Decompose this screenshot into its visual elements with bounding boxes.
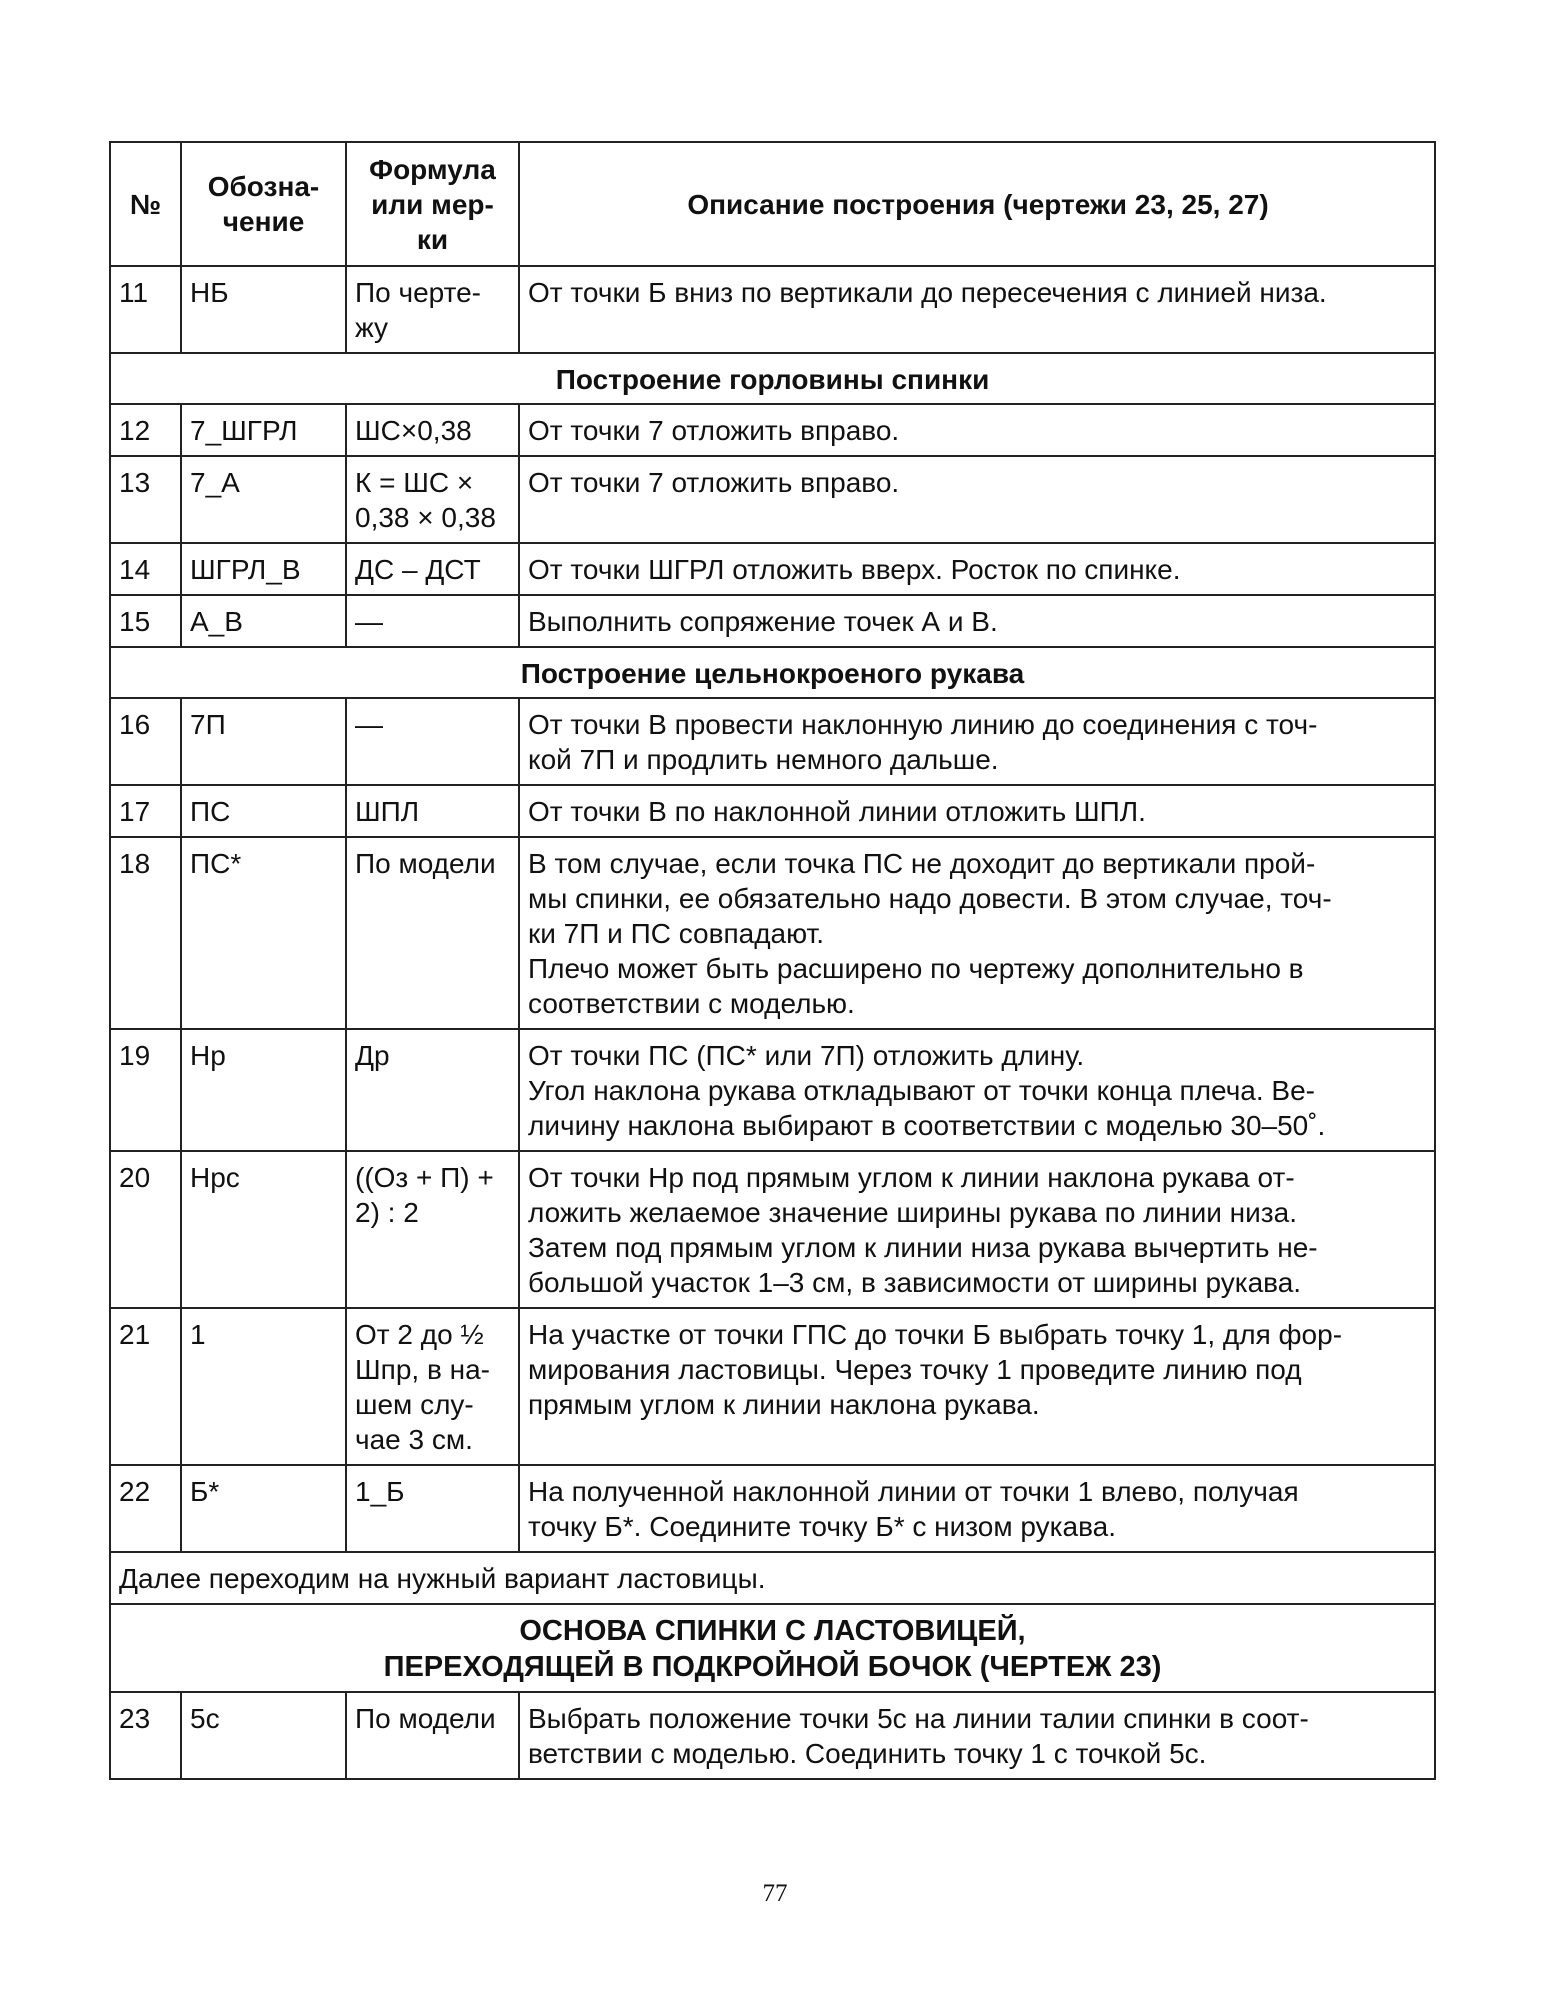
row-designation: 5с xyxy=(181,1692,346,1779)
row-formula: — xyxy=(346,698,519,785)
table-row xyxy=(110,1029,1435,1151)
row-formula: 1_Б xyxy=(346,1465,519,1552)
row-number: 18 xyxy=(110,837,181,1029)
row-description: Выполнить сопряжение точек А и В. xyxy=(519,595,1435,647)
table-row xyxy=(110,456,1435,543)
table-row xyxy=(110,1151,1435,1308)
row-number: 16 xyxy=(110,698,181,785)
table-row xyxy=(110,837,1435,1029)
table-row xyxy=(110,698,1435,785)
row-designation: НБ xyxy=(181,266,346,353)
table-row xyxy=(110,1465,1435,1552)
row-description: От точки Нр под прямым углом к линии наклона рукава от- ложить желаемое значение ширины рукава по линии низа. Затем под прямым углом к линии низа рукава вычертить не- большой участок 1–3 см, в зависимости от ширины рукава. xyxy=(519,1151,1435,1308)
row-description: От точки ШГРЛ отложить вверх. Росток по спинке. xyxy=(519,543,1435,595)
table-row xyxy=(110,785,1435,837)
row-description: От точки ПС (ПС* или 7П) отложить длину. Угол наклона рукава откладывают от точки конца плеча. Ве- личину наклона выбирают в соответствии с моделью 30–50˚. xyxy=(519,1029,1435,1151)
section-row xyxy=(110,353,1435,404)
row-number: 15 xyxy=(110,595,181,647)
row-formula: ((Оз + П) + 2) : 2 xyxy=(346,1151,519,1308)
row-number: 11 xyxy=(110,266,181,353)
row-designation: 7П xyxy=(181,698,346,785)
table-row xyxy=(110,404,1435,456)
section-title: ОСНОВА СПИНКИ С ЛАСТОВИЦЕЙ, ПЕРЕХОДЯЩЕЙ В ПОДКРОЙНОЙ БОЧОК (ЧЕРТЕЖ 23) xyxy=(110,1604,1435,1692)
row-designation: Нр xyxy=(181,1029,346,1151)
row-number: 13 xyxy=(110,456,181,543)
row-description: В том случае, если точка ПС не доходит до вертикали прой- мы спинки, ее обязательно надо довести. В этом случае, точ- ки 7П и ПС совпадают. Плечо может быть расширено по чертежу дополнительно в соответствии с моделью. xyxy=(519,837,1435,1029)
note-text: Далее переходим на нужный вариант ластовицы. xyxy=(110,1552,1435,1604)
table-row xyxy=(110,1308,1435,1465)
section-row xyxy=(110,647,1435,698)
row-number: 19 xyxy=(110,1029,181,1151)
row-designation: ПС xyxy=(181,785,346,837)
table-row xyxy=(110,1692,1435,1779)
note-row xyxy=(110,1552,1435,1604)
row-formula: ШПЛ xyxy=(346,785,519,837)
row-formula: К = ШС × 0,38 × 0,38 xyxy=(346,456,519,543)
row-description: От точки Б вниз по вертикали до пересечения с линией низа. xyxy=(519,266,1435,353)
row-description: От точки В по наклонной линии отложить ШПЛ. xyxy=(519,785,1435,837)
row-number: 22 xyxy=(110,1465,181,1552)
page-number: 77 xyxy=(762,1880,788,1907)
row-number: 12 xyxy=(110,404,181,456)
row-number: 14 xyxy=(110,543,181,595)
row-designation: 7_А xyxy=(181,456,346,543)
header-designation: Обозна- чение xyxy=(181,142,346,266)
row-designation: А_В xyxy=(181,595,346,647)
row-designation: ПС* xyxy=(181,837,346,1029)
table-header-row xyxy=(110,142,1435,266)
row-number: 21 xyxy=(110,1308,181,1465)
row-formula: Др xyxy=(346,1029,519,1151)
row-number: 23 xyxy=(110,1692,181,1779)
row-number: 20 xyxy=(110,1151,181,1308)
section-title: Построение цельнокроеного рукава xyxy=(110,647,1435,698)
row-formula: По модели xyxy=(346,1692,519,1779)
table-row xyxy=(110,266,1435,353)
row-description: От точки 7 отложить вправо. xyxy=(519,456,1435,543)
row-designation: 1 xyxy=(181,1308,346,1465)
header-formula: Формула или мер- ки xyxy=(346,142,519,266)
row-designation: 7_ШГРЛ xyxy=(181,404,346,456)
row-formula: ДС – ДСТ xyxy=(346,543,519,595)
row-designation: Нрс xyxy=(181,1151,346,1308)
header-number: № xyxy=(110,142,181,266)
row-description: От точки 7 отложить вправо. xyxy=(519,404,1435,456)
row-formula: От 2 до ½ Шпр, в на- шем слу- чае 3 см. xyxy=(346,1308,519,1465)
row-description: От точки В провести наклонную линию до соединения с точ- кой 7П и продлить немного дальше. xyxy=(519,698,1435,785)
construction-table xyxy=(109,141,1436,1780)
row-designation: Б* xyxy=(181,1465,346,1552)
row-designation: ШГРЛ_В xyxy=(181,543,346,595)
row-formula: По модели xyxy=(346,837,519,1029)
row-formula: По черте- жу xyxy=(346,266,519,353)
table-row xyxy=(110,595,1435,647)
table-body xyxy=(110,266,1435,1779)
row-description: На участке от точки ГПС до точки Б выбрать точку 1, для фор- мирования ластовицы. Через точку 1 проведите линию под прямым углом к линии наклона рукава. xyxy=(519,1308,1435,1465)
table-row xyxy=(110,543,1435,595)
row-formula: — xyxy=(346,595,519,647)
section-title: Построение горловины спинки xyxy=(110,353,1435,404)
row-number: 17 xyxy=(110,785,181,837)
row-description: На полученной наклонной линии от точки 1 влево, получая точку Б*. Соедините точку Б* с низом рукава. xyxy=(519,1465,1435,1552)
section-row xyxy=(110,1604,1435,1692)
row-description: Выбрать положение точки 5с на линии талии спинки в соот- ветствии с моделью. Соединить точку 1 с точкой 5с. xyxy=(519,1692,1435,1779)
row-formula: ШС×0,38 xyxy=(346,404,519,456)
header-description: Описание построения (чертежи 23, 25, 27) xyxy=(519,142,1435,266)
